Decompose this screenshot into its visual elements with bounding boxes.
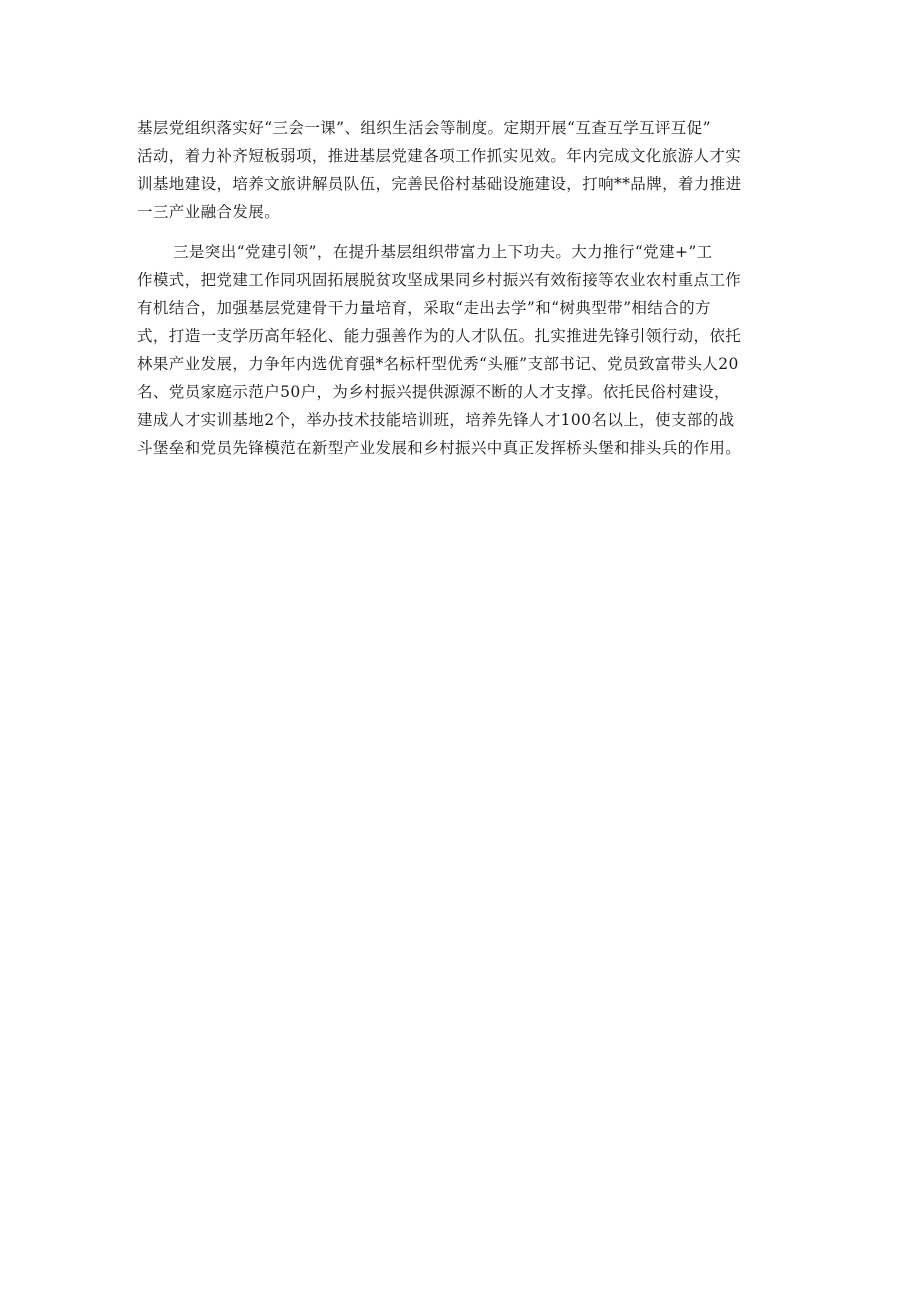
text-line: 一三产业融合发展。 xyxy=(137,203,281,221)
text-line: 名、党员家庭示范户50户，为乡村振兴提供源源不断的人才支撑。依托民俗村建设， xyxy=(137,383,730,401)
text-line: 式，打造一支学历高年轻化、能力强善作为的人才队伍。扎实推进先锋引领行动，依托 xyxy=(137,327,742,345)
paragraph-1 xyxy=(137,114,797,226)
document-body xyxy=(137,114,797,462)
text-line: 建成人才实训基地2个，举办技术技能培训班，培养先锋人才100名以上，使支部的战 xyxy=(137,411,735,429)
text-line: 训基地建设，培养文旅讲解员队伍，完善民俗村基础设施建设，打响**品牌，着力推进 xyxy=(137,175,742,193)
text-line: 林果产业发展，力争年内选优育强*名标杆型优秀“头雁”支部书记、党员致富带头人20 xyxy=(137,355,739,373)
text-line: 作模式，把党建工作同巩固拓展脱贫攻坚成果同乡村振兴有效衔接等农业农村重点工作 xyxy=(137,271,742,289)
text-line: 基层党组织落实好“三会一课”、组织生活会等制度。定期开展“互查互学互评互促” xyxy=(137,119,711,137)
paragraph-spacer xyxy=(137,226,797,238)
text-line: 三是突出“党建引领”，在提升基层组织带富力上下功夫。大力推行“党建+”工 xyxy=(173,243,713,261)
text-line: 有机结合，加强基层党建骨干力量培育，采取“走出去学”和“树典型带”相结合的方 xyxy=(137,299,711,317)
text-line: 斗堡垒和党员先锋模范在新型产业发展和乡村振兴中真正发挥桥头堡和排头兵的作用。 xyxy=(137,439,742,457)
text-line: 活动，着力补齐短板弱项，推进基层党建各项工作抓实见效。年内完成文化旅游人才实 xyxy=(137,147,742,165)
paragraph-2 xyxy=(137,238,797,462)
